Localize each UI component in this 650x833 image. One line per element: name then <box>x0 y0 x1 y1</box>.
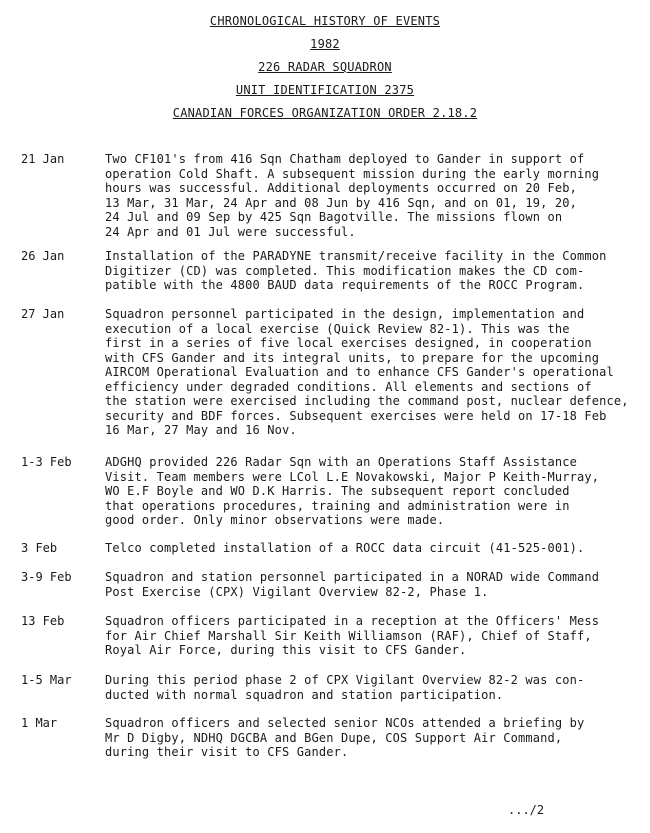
event-line: hours was successful. Additional deployments occurred on 20 Feb, <box>105 181 577 195</box>
event-line: 24 Jul and 09 Sep by 425 Sqn Bagotville. The missions flown on <box>105 210 563 224</box>
event-description <box>105 673 620 702</box>
event-line: first in a series of five local exercises designed, in cooperation <box>105 336 592 350</box>
event-line: execution of a local exercise (Quick Review 82-1). This was the <box>105 321 570 336</box>
event-line: Squadron officers participated in a reception at the Officers' Mess <box>105 614 600 628</box>
heading-year: 1982 <box>310 37 340 51</box>
event-line: 13 Mar, 31 Mar, 24 Apr and 08 Jun by 416 Sqn, and on 01, 19, 20, <box>105 195 577 210</box>
event-date: 1 Mar <box>21 716 58 730</box>
event-line: ducted with normal squadron and station participation. <box>105 687 504 702</box>
event-date: 13 Feb <box>21 614 65 628</box>
event-line: Telco completed installation of a ROCC data circuit (41-525-001). <box>105 541 585 555</box>
event-date: 3 Feb <box>21 541 58 555</box>
document-heading <box>0 10 650 125</box>
event-line: with CFS Gander and its integral units, to prepare for the upcoming <box>105 350 600 365</box>
event-description <box>105 541 620 556</box>
event-line: Squadron officers and selected senior NCOs attended a briefing by <box>105 716 585 730</box>
heading-unit-id: UNIT IDENTIFICATION 2375 <box>235 83 415 97</box>
event-description <box>105 249 620 293</box>
heading-order: CANADIAN FORCES ORGANIZATION ORDER 2.18.2 <box>172 106 478 120</box>
event-line: AIRCOM Operational Evaluation and to enhance CFS Gander's operational <box>105 365 614 379</box>
heading-unit: 226 RADAR SQUADRON <box>258 60 392 74</box>
event-description <box>105 455 620 528</box>
page-continuation: .../2 <box>508 803 545 817</box>
event-line: 24 Apr and 01 Jul were successful. <box>105 224 356 239</box>
event-line: Royal Air Force, during this visit to CFS Gander. <box>105 643 467 657</box>
event-description <box>105 307 629 438</box>
event-line: Post Exercise (CPX) Vigilant Overview 82-2, Phase 1. <box>105 584 489 599</box>
event-description <box>105 614 620 658</box>
event-line: WO E.F Boyle and WO D.K Harris. The subsequent report concluded <box>105 484 570 498</box>
event-line: for Air Chief Marshall Sir Keith Williamson (RAF), Chief of Staff, <box>105 628 592 643</box>
event-line: that operations procedures, training and administration were in <box>105 498 570 513</box>
event-line: patible with the 4800 BAUD data requirements of the ROCC Program. <box>105 278 585 292</box>
heading-title: CHRONOLOGICAL HISTORY OF EVENTS <box>209 14 441 28</box>
event-date: 1-5 Mar <box>21 673 72 687</box>
event-date: 26 Jan <box>21 249 65 263</box>
event-line: During this period phase 2 of CPX Vigilant Overview 82-2 was con- <box>105 673 585 687</box>
event-line: security and BDF forces. Subsequent exercises were held on 17-18 Feb <box>105 408 607 423</box>
event-line: Installation of the PARADYNE transmit/receive facility in the Common <box>105 249 607 263</box>
event-line: good order. Only minor observations were made. <box>105 513 445 527</box>
event-date: 21 Jan <box>21 152 65 166</box>
event-line: during their visit to CFS Gander. <box>105 745 349 759</box>
event-line: 16 Mar, 27 May and 16 Nov. <box>105 423 297 437</box>
event-line: Mr D Digby, NDHQ DGCBA and BGen Dupe, COS Support Air Command, <box>105 730 563 745</box>
event-date: 3-9 Feb <box>21 570 72 584</box>
event-description <box>105 716 620 760</box>
event-line: efficiency under degraded conditions. All elements and sections of <box>105 379 592 394</box>
event-line: the station were exercised including the command post, nuclear defence, <box>105 394 629 408</box>
event-date: 1-3 Feb <box>21 455 72 469</box>
event-line: Two CF101's from 416 Sqn Chatham deployed to Gander in support of <box>105 152 585 166</box>
event-date: 27 Jan <box>21 307 65 321</box>
event-line: Visit. Team members were LCol L.E Novakowski, Major P Keith-Murray, <box>105 469 600 484</box>
event-description <box>105 152 620 239</box>
event-description <box>105 570 620 599</box>
event-line: ADGHQ provided 226 Radar Sqn with an Operations Staff Assistance <box>105 455 577 469</box>
event-line: Squadron and station personnel participated in a NORAD wide Command <box>105 570 600 584</box>
event-line: Digitizer (CD) was completed. This modification makes the CD com- <box>105 263 585 278</box>
event-line: operation Cold Shaft. A subsequent mission during the early morning <box>105 166 600 181</box>
event-line: Squadron personnel participated in the design, implementation and <box>105 307 585 321</box>
